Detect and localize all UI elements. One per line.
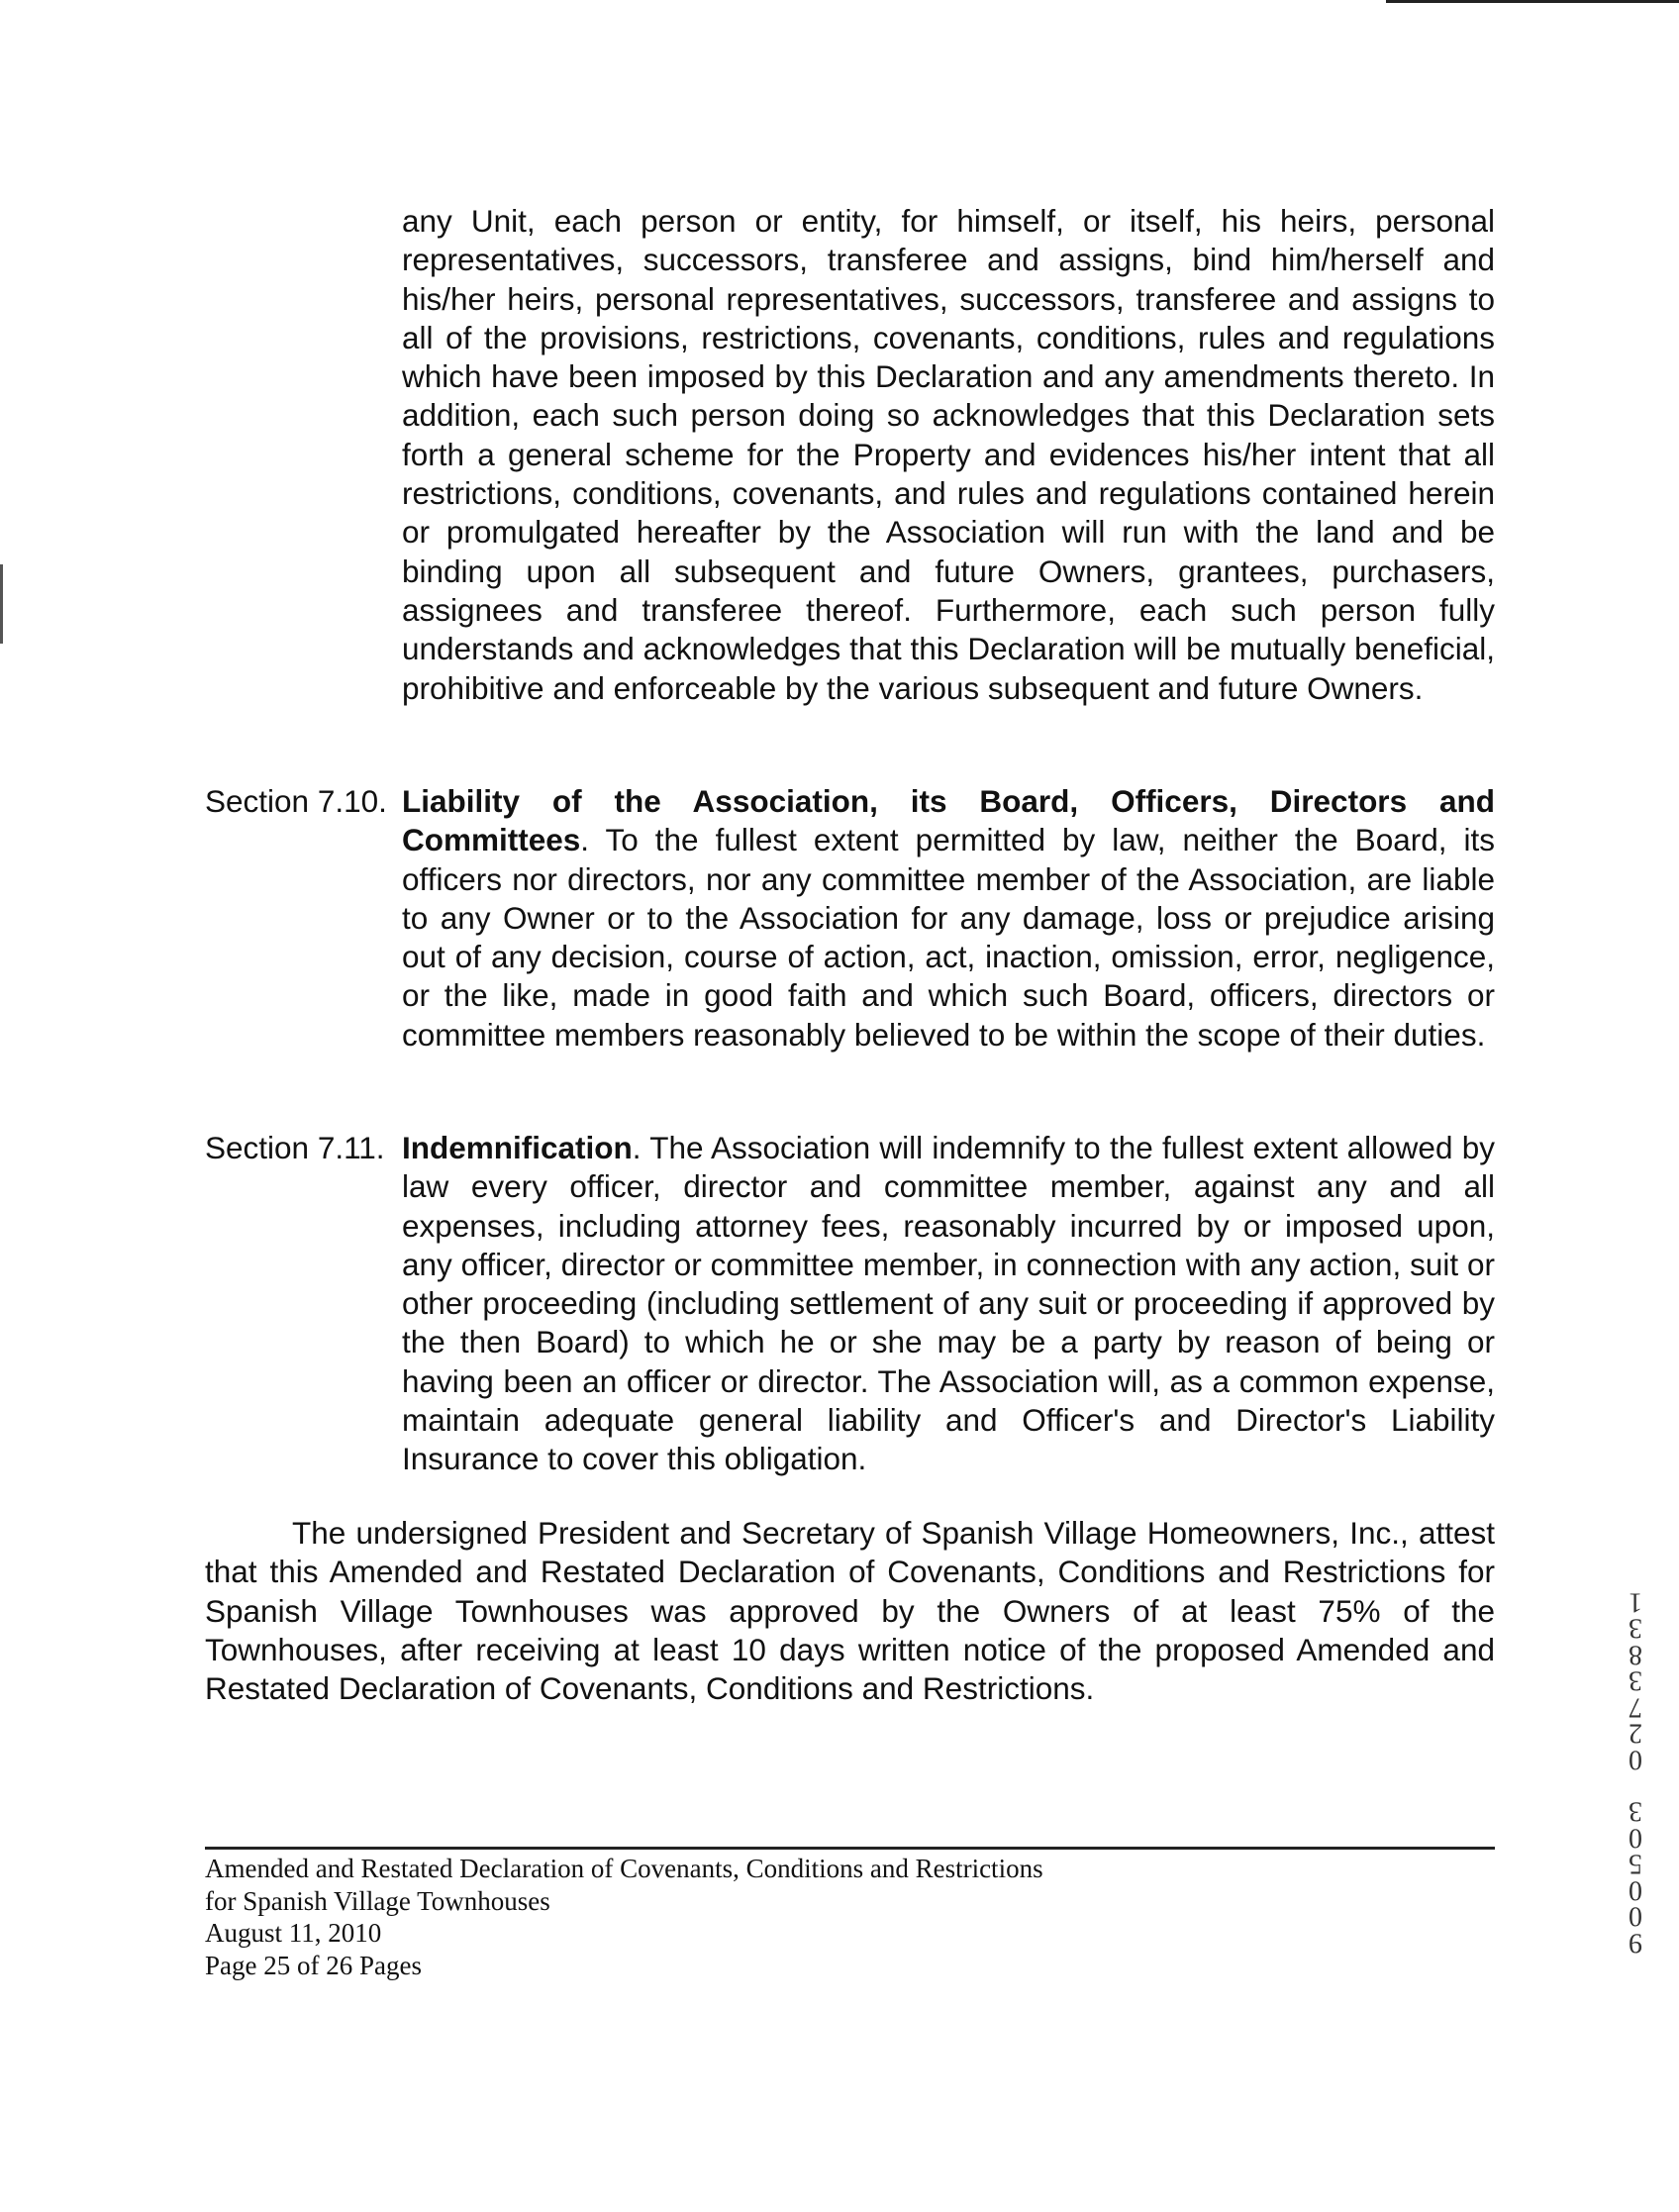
footer-date: August 11, 2010 — [205, 1918, 382, 1948]
stamp-digit: 0 — [1629, 1744, 1642, 1775]
recording-number-stamp — [1614, 1586, 1657, 1959]
stamp-digit: 1 — [1629, 1586, 1642, 1618]
section-label: Section 7.10. — [205, 783, 387, 819]
top-rule — [1386, 0, 1679, 3]
stamp-digit: 2 — [1629, 1718, 1642, 1749]
section-body — [402, 1129, 1495, 1479]
stamp-digit: 7 — [1629, 1691, 1642, 1723]
attestation-paragraph: The undersigned President and Secretary of Spanish Village Homeowners, Inc., attest that this Amended and Restated Declaration of Covenants, Conditions and Restrictions for Spanish Village Townhouses was approved by the Owners of at least 75% of the Townhouses, after receiving at least 10 days written notice of the proposed Amended and Restated Declaration of Covenants, Conditions and Restrictions. — [205, 1515, 1495, 1707]
section-text: . The Association will indemnify to the fullest extent allowed by law every officer, director and committee member, against any and all expenses, including attorney fees, reasonably incurred by or imposed upon, any officer, director or committee member, in connection with any action, suit or other proceeding (including settlement of any suit or proceeding if approved by the then Board) to which he or she may be a party by reason of being or having been an officer or director. The Association will, as a common expense, maintain adequate general liability and Officer's and Director's Liability Insurance to cover this obligation. — [402, 1130, 1495, 1477]
footer-title-line1: Amended and Restated Declaration of Covenants, Conditions and Restrictions — [205, 1854, 1043, 1883]
continuation-paragraph: any Unit, each person or entity, for himself, or itself, his heirs, personal representatives, successors, transferee and assigns, bind him/herself and his/her heirs, personal representatives, successors, transferee and assigns to all of the provisions, restrictions, covenants, conditions, rules and regulations which have been imposed by this Declaration and any amendments thereto. In addition, each such person doing so acknowledges that this Declaration sets forth a general scheme for the Property and evidences his/her intent that all restrictions, conditions, covenants, and rules and regulations contained herein or promulgated hereafter by the Association will run with the land and be binding upon all subsequent and future Owners, grantees, purchasers, assignees and transferee thereof. Furthermore, each such person fully understands and acknowledges that this Declaration will be mutually beneficial, prohibitive and enforceable by the various subsequent and future Owners. — [402, 203, 1495, 706]
footer-page-number: Page 25 of 26 Pages — [205, 1950, 422, 1980]
section-heading: Liability of the Association, its Board, Officers, Directors and Committees — [402, 783, 1495, 858]
page-footer — [205, 1853, 1043, 1981]
stamp-digit: 0 — [1629, 1901, 1642, 1932]
stamp-gap — [1614, 1772, 1657, 1798]
footer-rule — [205, 1847, 1495, 1850]
footer-title-line2: for Spanish Village Townhouses — [205, 1885, 550, 1916]
section-heading: Indemnification — [402, 1130, 633, 1165]
section-7-11 — [205, 1129, 1495, 1479]
stamp-digit: 8 — [1629, 1639, 1642, 1670]
stamp-digit: 3 — [1629, 1665, 1642, 1696]
scan-edge-mark — [0, 564, 3, 644]
stamp-digit: 5 — [1629, 1849, 1642, 1879]
stamp-digit: 0 — [1629, 1822, 1642, 1854]
stamp-digit: 3 — [1629, 1796, 1642, 1827]
section-label: Section 7.11. — [205, 1130, 385, 1165]
section-text: . To the fullest extent permitted by law, neither the Board, its officers nor directors, nor any committee member of the Association, are liable to any Owner or to the Association for any damage, loss or prejudice arising out of any decision, course of action, act, inaction, omission, error, negligence, or the like, made in good faith and which such Board, officers, directors or committee members reasonably believed to be within the scope of their duties. — [402, 822, 1495, 1053]
section-7-10 — [205, 782, 1495, 1055]
stamp-digit: 0 — [1629, 1874, 1642, 1906]
stamp-digit: 3 — [1629, 1613, 1642, 1644]
stamp-digit: 9 — [1629, 1927, 1642, 1959]
section-body — [402, 782, 1495, 1055]
